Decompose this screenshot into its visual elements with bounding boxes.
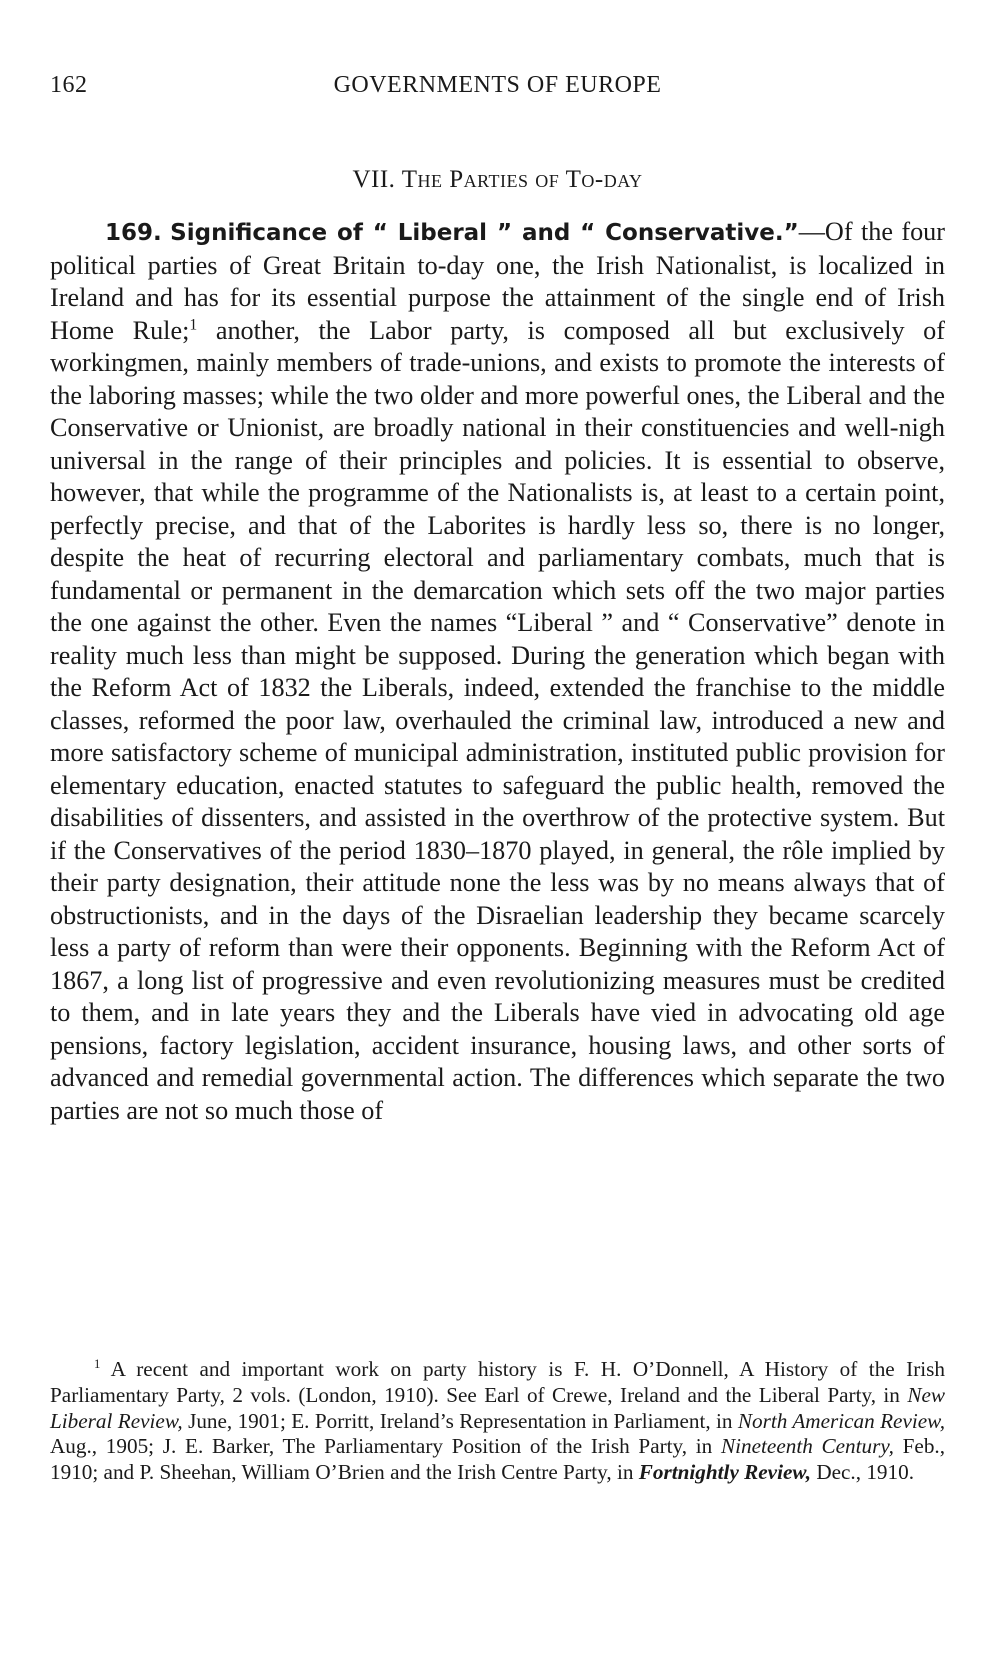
footnote-text-part-5: Dec., 1910. xyxy=(811,1460,914,1485)
footnote-publication-3: Nineteenth Century, xyxy=(721,1434,894,1459)
book-page xyxy=(50,0,945,1663)
footnote-publication-1: New Liberal Review, xyxy=(50,1382,945,1433)
paragraph-title: Significance of “ Liberal ” and “ Conservative.” xyxy=(170,220,799,246)
running-head xyxy=(50,72,945,108)
footnote-text-part-2: June, 1901; E. Porritt, Ireland’s Representation in Parliament, in xyxy=(182,1408,738,1433)
section-heading: VII. The Parties of To-day xyxy=(352,166,643,193)
footnote-text-part-4: Feb., 1910; and P. Sheehan, William O’Brien and the Irish Centre Party, in xyxy=(50,1434,946,1485)
footnote-publication-4: Fortnightly Review, xyxy=(638,1460,812,1485)
footnote xyxy=(50,1357,945,1486)
footnote-text-part-1: A recent and important work on party history is F. H. O’Donnell, A History of the Irish Parliamentary Party, 2 vols. (London, 1910). See Earl of Crewe, Ireland and the Liberal Party, in xyxy=(50,1357,945,1407)
page-number: 162 xyxy=(50,72,88,98)
paragraph-text-part-2: another, the Labor party, is composed all but exclusively of workingmen, mainly members of trade-unions, and exists to promote the interests of the laboring masses; while the two older and more powerful ones, the Liberal and the Conservative or Unionist, are broadly national in their constituencies and well-nigh universal in the range of their principles and policies. It is essential to observe, however, that while the programme of the Nationalists is, at least to a certain point, perfectly precise, and that of the Laborites is hardly less so, there is no longer, despite the heat of recurring electoral and parliamentary combats, much that is fundamental or permanent in the demarcation which sets off the two major parties the one against the other. Even the names “Liberal ” and “ Conservative” denote in reality much less than might be supposed. During the generation which began with the Reform Act of 1832 the Liberals, indeed, extended the franchise to the middle classes, reformed the poor law, overhauled the criminal law, introduced a new and more satisfactory scheme of municipal administration, instituted public provision for elementary education, enacted statutes to safeguard the public health, removed the disabilities of dissenters, and assisted in the overthrow of the protective system. But if the Conservatives of the period 1830–1870 played, in general, the rôle implied by their party designation, their attitude none the less was by no means always that of obstructionists, and in the days of the Disraelian leadership they became scarcely less a party of reform than were their opponents. Beginning with the Reform Act of 1867, a long list of progressive and even revolutionizing measures must be credited to them, and in late years they and the Liberals have vied in advocating old age pensions, factory legislation, accident insurance, housing laws, and other sorts of advanced and remedial governmental action. The differences which separate the two parties are not so much those of xyxy=(50,315,945,1125)
paragraph-dash: — xyxy=(798,217,825,246)
footnote-reference: 1 xyxy=(189,315,198,333)
book-title: GOVERNMENTS OF EUROPE xyxy=(333,72,662,98)
footnote-marker: 1 xyxy=(94,1356,101,1371)
paragraph-text-part-1: Of the four political parties of Great Britain to-day one, the Irish Nationalist, is localized in Ireland and has for its essential purpose the attainment of the single end of Irish Home Rule; xyxy=(50,217,946,345)
paragraph-number: 169. xyxy=(105,220,162,246)
body-paragraph xyxy=(50,216,945,1127)
footnote-publication-2: North American Review, xyxy=(737,1408,945,1433)
footnote-text-part-3: Aug., 1905; J. E. Barker, The Parliamentary Position of the Irish Party, in xyxy=(50,1434,722,1459)
